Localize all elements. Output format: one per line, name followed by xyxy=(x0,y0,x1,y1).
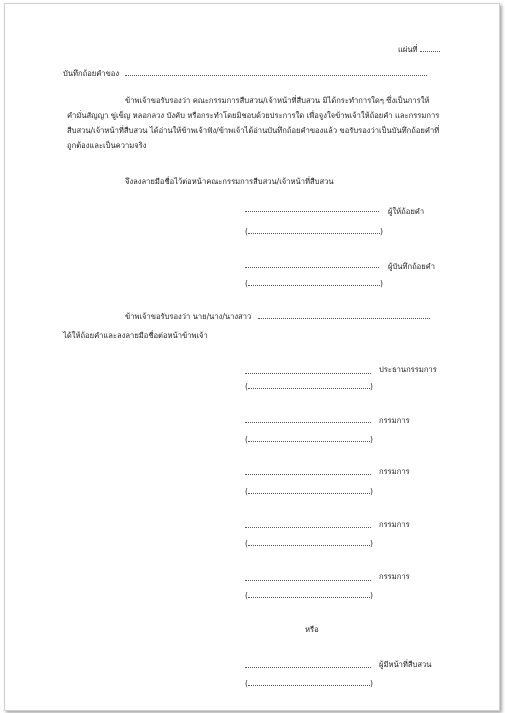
record-of-blank xyxy=(125,68,427,76)
name-parens-statement-giver: ( ) xyxy=(245,227,383,236)
sheet-number-blank xyxy=(420,44,440,52)
signature-line-member-1 xyxy=(245,422,371,423)
signature-line-recorder xyxy=(245,267,379,268)
signature-line-member-3 xyxy=(245,527,371,528)
signature-line-officer xyxy=(245,667,371,668)
name-parens-member-2: ( ) xyxy=(245,487,373,496)
sheet-number-line xyxy=(398,44,440,55)
certify-name-blank xyxy=(258,311,430,319)
role-member-1: กรรมการ xyxy=(379,416,410,425)
signature-line-member-2 xyxy=(245,474,371,475)
role-recorder: ผู้บันทึกถ้อยคำ xyxy=(388,262,436,271)
role-member-4: กรรมการ xyxy=(379,572,410,581)
name-parens-chair: ( ) xyxy=(245,382,373,391)
role-statement-giver: ผู้ให้ถ้อยคำ xyxy=(388,207,425,216)
certification-text: ข้าพเจ้าขอรับรองว่า คณะกรรมการสืบสวน/เจ้าหน้าที่สืบสวน มิได้กระทำการใดๆ ซึ่งเป็นการให้คำมั่นสัญญา ขู่เข็ญ หลอกลวง บังคับ หรือกระทำโดยมิชอบด้วยประการใด เพื่อจูงใจข้าพเจ้าให้ถ้อยคำ และกรรมการสืบสวน/เจ้าหน้าที่สืบสวน ได้อ่านให้ข้าพเจ้าฟัง/ข้าพเจ้าได้อ่านบันทึกถ้อยคำของแล้ว ขอรับรองว่าเป็นบันทึกถ้อยคำที่ถูกต้องและเป็นความจริง xyxy=(67,96,440,150)
role-member-3: กรรมการ xyxy=(379,520,410,529)
name-parens-member-3: ( ) xyxy=(245,539,373,548)
certification-paragraph xyxy=(67,93,447,153)
record-of-label: บันทึกถ้อยคำของ xyxy=(63,69,120,78)
certify-line-label: ข้าพเจ้าขอรับรองว่า นาย/นาง/นางสาว xyxy=(125,312,252,321)
sheet-number-label: แผ่นที่ xyxy=(398,45,418,54)
sign-statement: จึงลงลายมือชื่อไว้ต่อหน้าคณะกรรมการสืบสวน/เจ้าหน้าที่สืบสวน xyxy=(125,177,334,186)
record-of-line xyxy=(63,68,427,79)
document-page xyxy=(4,3,500,711)
role-chair: ประธานกรรมการ xyxy=(379,365,437,374)
certify-line xyxy=(125,311,430,322)
certify-line-tail: ได้ให้ถ้อยคำและลงลายมือชื่อต่อหน้าข้าพเจ้า xyxy=(63,331,208,340)
signature-line-statement-giver xyxy=(245,211,379,212)
role-member-2: กรรมการ xyxy=(379,467,410,476)
name-parens-officer: ( ) xyxy=(245,679,373,688)
signature-line-member-4 xyxy=(245,580,371,581)
name-parens-member-1: ( ) xyxy=(245,435,373,444)
name-parens-member-4: ( ) xyxy=(245,591,373,600)
or-label: หรือ xyxy=(305,625,319,634)
name-parens-recorder: ( ) xyxy=(245,279,383,288)
signature-line-chair xyxy=(245,373,371,374)
role-officer: ผู้มีหน้าที่สืบสวน xyxy=(379,660,432,669)
